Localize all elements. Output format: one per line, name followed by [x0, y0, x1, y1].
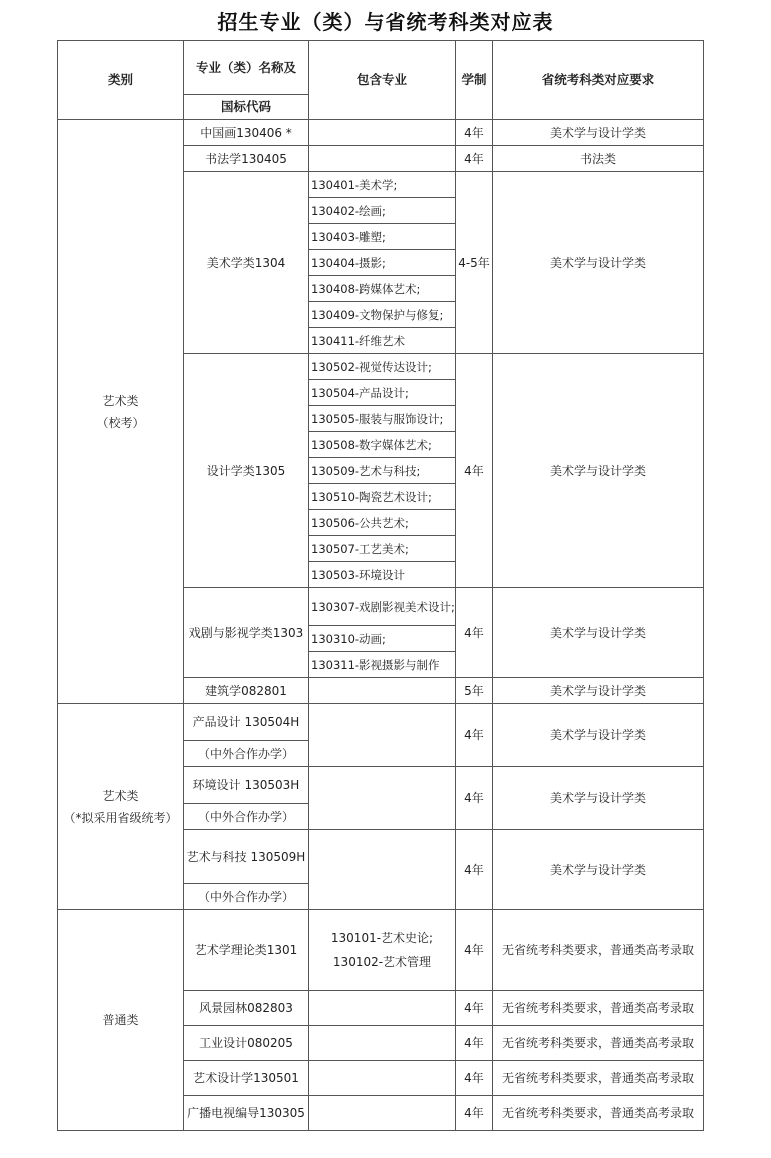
sub-major: 130505-服装与服饰设计;: [309, 406, 456, 432]
major-name: 艺术学理论类1301: [184, 910, 309, 991]
includes-empty: [309, 1096, 456, 1131]
requirement: 无省统考科类要求，普通类高考录取: [493, 1061, 704, 1096]
requirement: 美术学与设计学类: [493, 354, 704, 588]
header-major-line1: 专业（类）名称及: [184, 41, 309, 95]
sub-major: 130411-纤维艺术: [309, 328, 456, 354]
sub-major: 130508-数字媒体艺术;: [309, 432, 456, 458]
major-name: 设计学类1305: [184, 354, 309, 588]
category-label: 艺术类: [102, 788, 139, 803]
duration: 4年: [456, 1096, 493, 1131]
major-name: 艺术与科技 130509H: [184, 830, 309, 884]
duration: 4年: [456, 588, 493, 678]
table-row: [58, 120, 704, 146]
requirement: 美术学与设计学类: [493, 704, 704, 767]
sub-major: 130409-文物保护与修复;: [309, 302, 456, 328]
requirement: 美术学与设计学类: [493, 120, 704, 146]
duration: 5年: [456, 678, 493, 704]
header-category: 类别: [58, 41, 184, 120]
duration: 4年: [456, 830, 493, 910]
duration: 4-5年: [456, 172, 493, 354]
duration: 4年: [456, 1026, 493, 1061]
duration: 4年: [456, 767, 493, 830]
requirement: 美术学与设计学类: [493, 767, 704, 830]
sub-major: 130101-艺术史论;: [330, 931, 434, 945]
major-name: 戏剧与影视学类1303: [184, 588, 309, 678]
sub-major: 130408-跨媒体艺术;: [309, 276, 456, 302]
header-duration: 学制: [456, 41, 493, 120]
category-sublabel: （*拟采用省级统考）: [63, 810, 178, 825]
includes-empty: [309, 991, 456, 1026]
sub-major: 130102-艺术管理: [332, 955, 432, 969]
includes-empty: [309, 120, 456, 146]
major-name: 中国画130406 *: [184, 120, 309, 146]
sub-major: 130401-美术学;: [309, 172, 456, 198]
major-note: （中外合作办学）: [184, 884, 309, 910]
sub-major: 130404-摄影;: [309, 250, 456, 276]
sub-major: 130509-艺术与科技;: [309, 458, 456, 484]
requirement: 美术学与设计学类: [493, 830, 704, 910]
major-note: （中外合作办学）: [184, 741, 309, 767]
header-requirement: 省统考科类对应要求: [493, 41, 704, 120]
major-name: 广播电视编导130305: [184, 1096, 309, 1131]
major-name: 书法学130405: [184, 146, 309, 172]
sub-major: 130504-产品设计;: [309, 380, 456, 406]
sub-major: 130503-环境设计: [309, 562, 456, 588]
includes-empty: [309, 678, 456, 704]
requirement: 美术学与设计学类: [493, 588, 704, 678]
requirement: 无省统考科类要求，普通类高考录取: [493, 910, 704, 991]
header-includes: 包含专业: [309, 41, 456, 120]
table-row: [58, 910, 704, 991]
major-name: 产品设计 130504H: [184, 704, 309, 741]
major-name: 艺术设计学130501: [184, 1061, 309, 1096]
header-major-line2: 国标代码: [184, 95, 309, 120]
sub-major: 130403-雕塑;: [309, 224, 456, 250]
includes-empty: [309, 830, 456, 910]
duration: 4年: [456, 704, 493, 767]
requirement: 无省统考科类要求，普通类高考录取: [493, 991, 704, 1026]
major-name: 环境设计 130503H: [184, 767, 309, 804]
includes-empty: [309, 704, 456, 767]
duration: 4年: [456, 146, 493, 172]
includes-empty: [309, 1061, 456, 1096]
major-name: 美术学类1304: [184, 172, 309, 354]
sub-major: 130310-动画;: [309, 626, 456, 652]
page-title: 招生专业（类）与省统考科类对应表: [217, 10, 554, 34]
requirement: 书法类: [493, 146, 704, 172]
sub-major: 130507-工艺美术;: [309, 536, 456, 562]
major-name: 风景园林082803: [184, 991, 309, 1026]
requirement: 美术学与设计学类: [493, 172, 704, 354]
includes: [309, 910, 456, 991]
category-general: 普通类: [58, 910, 184, 1131]
duration: 4年: [456, 991, 493, 1026]
sub-major: 130307-戏剧影视美术设计;: [309, 588, 456, 626]
admission-table: [57, 40, 704, 1131]
requirement: 无省统考科类要求，普通类高考录取: [493, 1096, 704, 1131]
major-name: 工业设计080205: [184, 1026, 309, 1061]
category-sublabel: （校考）: [96, 415, 145, 430]
category-art-provincial: [58, 704, 184, 910]
sub-major: 130402-绘画;: [309, 198, 456, 224]
table-row: [58, 704, 704, 741]
duration: 4年: [456, 910, 493, 991]
major-name: 建筑学082801: [184, 678, 309, 704]
requirement: 无省统考科类要求，普通类高考录取: [493, 1026, 704, 1061]
category-label: 艺术类: [102, 393, 139, 408]
duration: 4年: [456, 120, 493, 146]
sub-major: 130311-影视摄影与制作: [309, 652, 456, 678]
major-note: （中外合作办学）: [184, 804, 309, 830]
includes-empty: [309, 767, 456, 830]
duration: 4年: [456, 354, 493, 588]
sub-major: 130510-陶瓷艺术设计;: [309, 484, 456, 510]
category-art-school-exam: [58, 120, 184, 704]
requirement: 美术学与设计学类: [493, 678, 704, 704]
sub-major: 130502-视觉传达设计;: [309, 354, 456, 380]
duration: 4年: [456, 1061, 493, 1096]
sub-major: 130506-公共艺术;: [309, 510, 456, 536]
includes-empty: [309, 146, 456, 172]
includes-empty: [309, 1026, 456, 1061]
